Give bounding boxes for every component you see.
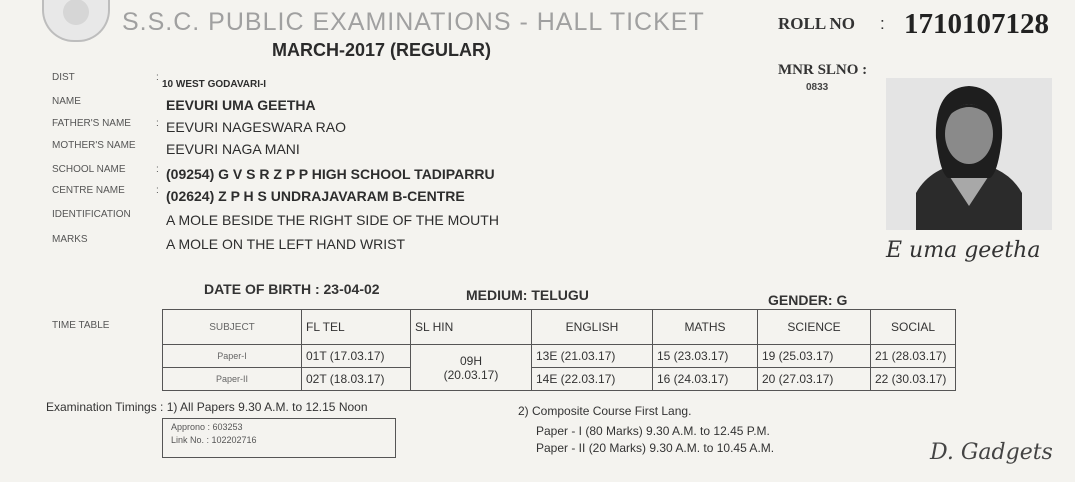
mnr-slno-value: 0833 bbox=[806, 82, 829, 93]
roll-no-value: 1710107128 bbox=[904, 8, 1049, 40]
col-science: SCIENCE bbox=[758, 310, 871, 345]
date-of-birth: DATE OF BIRTH : 23-04-02 bbox=[204, 281, 380, 297]
roll-no-label: ROLL NO bbox=[778, 14, 855, 33]
official-signature: D. Gadgets bbox=[930, 440, 1053, 465]
paper-2-social: 22 (30.03.17) bbox=[871, 368, 956, 391]
mother-name-value: EEVURI NAGA MANI bbox=[166, 141, 300, 157]
second-language-cell bbox=[411, 345, 532, 391]
paper-1-label: Paper-I bbox=[163, 345, 302, 368]
school-name-value: (09254) G V S R Z P P HIGH SCHOOL TADIPARRU bbox=[166, 166, 495, 182]
col-social: SOCIAL bbox=[871, 310, 956, 345]
col-subject: SUBJECT bbox=[163, 310, 302, 345]
state-emblem-icon bbox=[42, 0, 110, 42]
candidate-photo bbox=[886, 78, 1052, 230]
father-name-colon: : bbox=[156, 118, 159, 129]
approval-number: Approno : 603253 bbox=[171, 422, 243, 432]
paper-1-maths: 15 (23.03.17) bbox=[653, 345, 758, 368]
col-second-language: SL HIN bbox=[411, 310, 532, 345]
composite-course-note: 2) Composite Course First Lang. bbox=[518, 404, 692, 418]
dist-value: 10 WEST GODAVARI-I bbox=[162, 79, 267, 90]
paper-2-science: 20 (27.03.17) bbox=[758, 368, 871, 391]
marks-label: MARKS bbox=[52, 234, 88, 245]
identification-label: IDENTIFICATION bbox=[52, 209, 131, 220]
name-label: NAME bbox=[52, 96, 81, 107]
paper-1-science: 19 (25.03.17) bbox=[758, 345, 871, 368]
name-value: EEVURI UMA GEETHA bbox=[166, 97, 316, 113]
table-row bbox=[163, 345, 956, 368]
composite-paper-2-timing: Paper - II (20 Marks) 9.30 A.M. to 10.45 A.M. bbox=[536, 441, 775, 455]
time-table-label: TIME TABLE bbox=[52, 320, 110, 331]
centre-name-label: CENTRE NAME bbox=[52, 185, 125, 196]
col-english: ENGLISH bbox=[532, 310, 653, 345]
paper-1-first-language: 01T (17.03.17) bbox=[302, 345, 411, 368]
paper-2-first-language: 02T (18.03.17) bbox=[302, 368, 411, 391]
approval-box bbox=[162, 418, 396, 458]
school-name-label: SCHOOL NAME bbox=[52, 164, 126, 175]
paper-2-maths: 16 (24.03.17) bbox=[653, 368, 758, 391]
time-table bbox=[162, 309, 956, 391]
composite-paper-1-timing: Paper - I (80 Marks) 9.30 A.M. to 12.45 P.M. bbox=[536, 424, 770, 438]
paper-1-english: 13E (21.03.17) bbox=[532, 345, 653, 368]
centre-name-colon: : bbox=[156, 185, 159, 196]
document-title: S.S.C. PUBLIC EXAMINATIONS - HALL TICKET bbox=[122, 8, 705, 36]
gender: GENDER: G bbox=[768, 292, 848, 308]
medium: MEDIUM: TELUGU bbox=[466, 287, 589, 303]
col-maths: MATHS bbox=[653, 310, 758, 345]
roll-no-colon: : bbox=[880, 14, 885, 33]
second-language-date: (20.03.17) bbox=[443, 367, 499, 382]
centre-name-value: (02624) Z P H S UNDRAJAVARAM B-CENTRE bbox=[166, 188, 465, 204]
col-first-language: FL TEL bbox=[302, 310, 411, 345]
paper-2-label: Paper-II bbox=[163, 368, 302, 391]
exam-session: MARCH-2017 (REGULAR) bbox=[272, 40, 492, 60]
marks-value: A MOLE ON THE LEFT HAND WRIST bbox=[166, 236, 406, 252]
table-header-row bbox=[163, 310, 956, 345]
candidate-signature: E uma geetha bbox=[886, 238, 1041, 263]
dist-colon: : bbox=[156, 72, 159, 83]
paper-1-social: 21 (28.03.17) bbox=[871, 345, 956, 368]
paper-2-english: 14E (22.03.17) bbox=[532, 368, 653, 391]
second-language-code: 09H bbox=[459, 353, 482, 368]
father-name-label: FATHER'S NAME bbox=[52, 118, 131, 129]
examination-timings: Examination Timings : 1) All Papers 9.30 A.M. to 12.15 Noon bbox=[46, 400, 368, 414]
school-name-colon: : bbox=[156, 164, 159, 175]
link-number: Link No. : 102202716 bbox=[171, 435, 257, 445]
dist-label: DIST bbox=[52, 72, 75, 83]
photo-figure-icon bbox=[886, 78, 1052, 230]
mother-name-label: MOTHER'S NAME bbox=[52, 140, 136, 151]
father-name-value: EEVURI NAGESWARA RAO bbox=[166, 119, 346, 135]
mnr-slno-label: MNR SLNO : bbox=[778, 62, 868, 78]
table-row bbox=[163, 368, 956, 391]
identification-value: A MOLE BESIDE THE RIGHT SIDE OF THE MOUTH bbox=[166, 212, 499, 228]
